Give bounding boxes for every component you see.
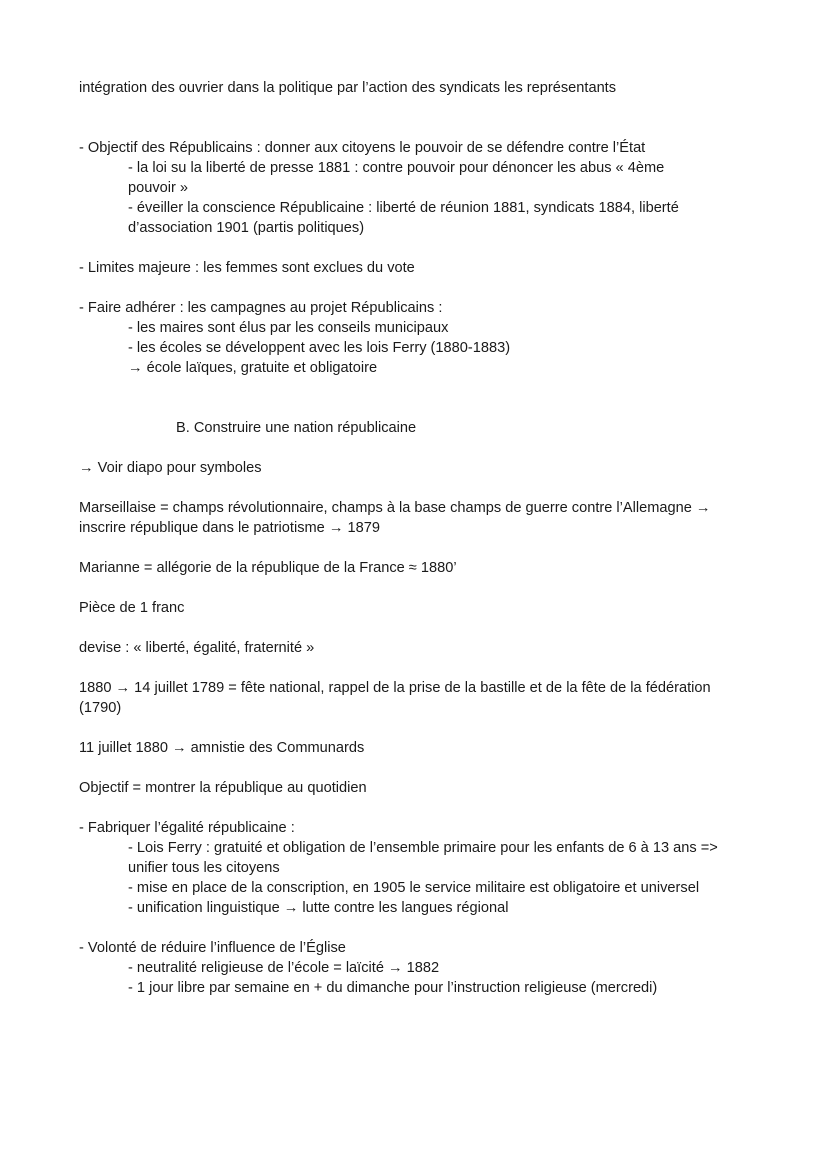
eglise-item: - neutralité religieuse de l’école = laïcité → 1882	[128, 960, 440, 976]
egalite-item: - mise en place de la conscription, en 1905 le service militaire est obligatoire et universel	[128, 880, 700, 896]
objectif-republicains-block	[79, 138, 768, 238]
objectif-republicains-item: - la loi su la liberté de presse 1881 : contre pouvoir pour dénoncer les abus « 4ème pouvoir »	[128, 160, 665, 196]
faire-adherer-item: → école laïques, gratuite et obligatoire	[128, 360, 378, 376]
fete-nationale-line: 1880 → 14 juillet 1789 = fête national, rappel de la prise de la bastille et de la fête de la fédération (1790)	[79, 680, 711, 716]
section-b-heading: B. Construire une nation républicaine	[176, 420, 417, 436]
objectif-republicains-heading: - Objectif des Républicains : donner aux citoyens le pouvoir de se défendre contre l’État	[79, 140, 646, 156]
egalite-item: - unification linguistique → lutte contre les langues régional	[128, 900, 509, 916]
egalite-block	[79, 818, 768, 918]
faire-adherer-heading: - Faire adhérer : les campagnes au projet Républicains :	[79, 300, 443, 316]
faire-adherer-item: - les maires sont élus par les conseils municipaux	[128, 320, 449, 336]
voir-diapo-line: → Voir diapo pour symboles	[79, 460, 262, 476]
objectif-line: Objectif = montrer la république au quotidien	[79, 780, 367, 796]
amnistie-line: 11 juillet 1880 → amnistie des Communards	[79, 740, 365, 756]
devise-line: devise : « liberté, égalité, fraternité »	[79, 640, 315, 656]
eglise-heading: - Volonté de réduire l’influence de l’Église	[79, 940, 346, 956]
marianne-line: Marianne = allégorie de la république de la France ≈ 1880’	[79, 560, 457, 576]
piece-line: Pièce de 1 franc	[79, 600, 185, 616]
faire-adherer-item: - les écoles se développent avec les lois Ferry (1880-1883)	[128, 340, 511, 356]
limites-line: - Limites majeure : les femmes sont exclues du vote	[79, 260, 415, 276]
objectif-republicains-item: - éveiller la conscience Républicaine : liberté de réunion 1881, syndicats 1884, liberté d’association 1901 (partis politiques)	[128, 200, 679, 236]
egalite-heading: - Fabriquer l’égalité républicaine :	[79, 820, 295, 836]
egalite-item: - Lois Ferry : gratuité et obligation de l’ensemble primaire pour les enfants de 6 à 13 ans => unifier tous les citoyens	[128, 840, 718, 876]
faire-adherer-block	[79, 298, 768, 378]
eglise-item: - 1 jour libre par semaine en + du dimanche pour l’instruction religieuse (mercredi)	[128, 980, 658, 996]
marseillaise-line: Marseillaise = champs révolutionnaire, champs à la base champs de guerre contre l’Allemagne → inscrire république dans le patriotisme → 1879	[79, 500, 711, 536]
eglise-block	[79, 938, 768, 998]
intro-line: intégration des ouvrier dans la politique par l’action des syndicats les représentants	[79, 80, 617, 96]
